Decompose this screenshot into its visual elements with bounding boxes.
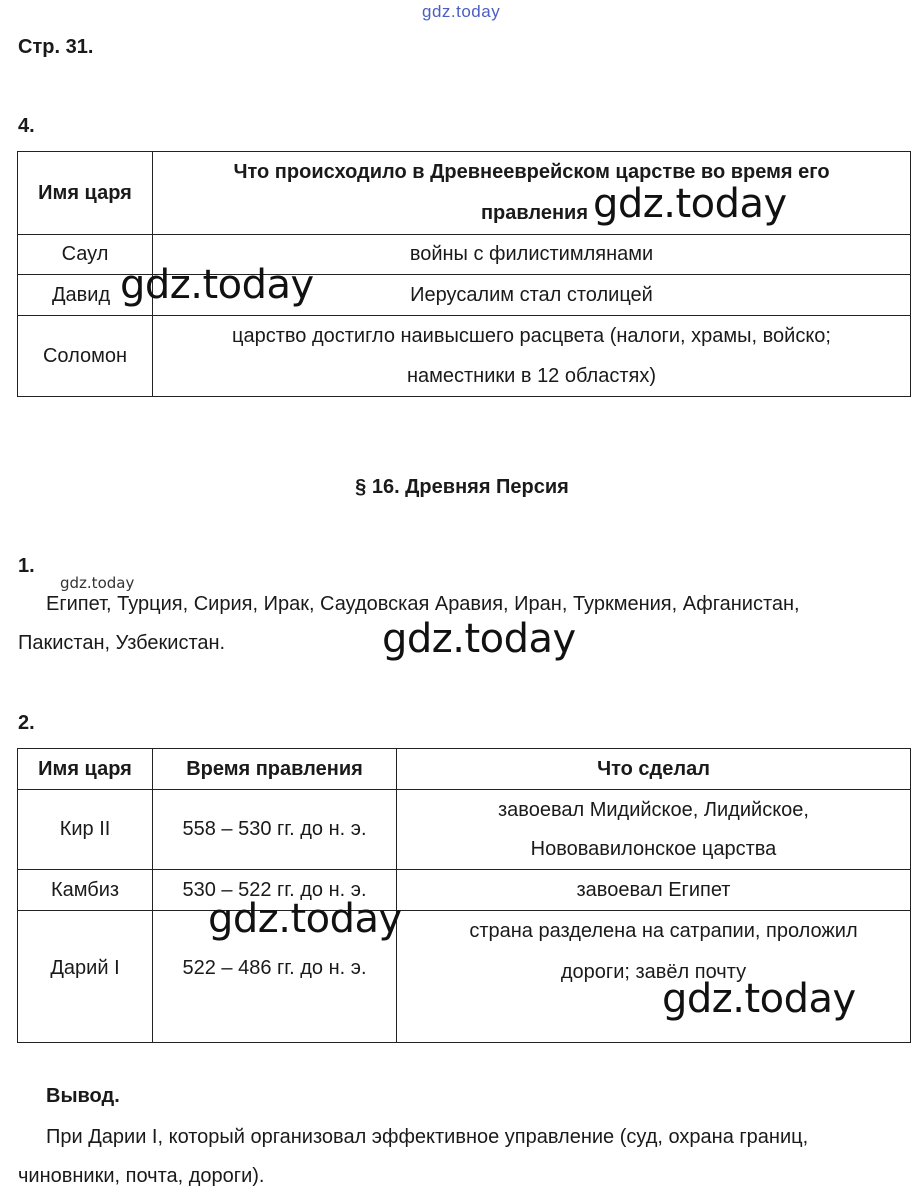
deeds-line2: дороги; завёл почту	[560, 961, 747, 983]
watermark: gdz.today	[208, 896, 402, 942]
header-king-name: Имя царя	[18, 152, 153, 235]
king-name-cell: Кир II	[18, 790, 153, 870]
header-events-line2: правления	[480, 202, 588, 224]
events-cell: Иерусалим стал столицей	[153, 275, 911, 316]
period-cell: 558 – 530 гг. до н. э.	[153, 790, 397, 870]
task4-number: 4.	[18, 115, 35, 137]
table-header-row	[18, 749, 911, 790]
conclusion-title: Вывод.	[46, 1085, 120, 1107]
deeds-line1: завоевал Мидийское, Лидийское,	[498, 798, 809, 821]
king-name-cell: Дарий I	[18, 911, 153, 1043]
events-line1: царство достигло наивысшего расцвета (налоги, храмы, войско;	[232, 325, 831, 347]
deeds-cell	[397, 790, 911, 870]
watermark: gdz.today	[120, 262, 314, 308]
watermark: gdz.today	[593, 181, 787, 227]
table-row	[18, 790, 911, 870]
task2-number: 2.	[18, 712, 35, 734]
conclusion-line1: При Дарии I, который организовал эффективное управление (суд, охрана границ,	[46, 1126, 809, 1148]
table-row	[18, 870, 911, 911]
task1-line2: Пакистан, Узбекистан.	[18, 632, 226, 654]
watermark: gdz.today	[662, 976, 856, 1022]
period-cell: 522 – 486 гг. до н. э.	[153, 911, 397, 1043]
king-name-cell: Саул	[18, 235, 153, 275]
king-name-cell: Камбиз	[18, 870, 153, 911]
section-title: § 16. Древняя Персия	[355, 476, 569, 498]
watermark: gdz.today	[60, 574, 135, 592]
watermark-top: gdz.today	[422, 2, 501, 21]
deeds-line2: Нововавилонское царства	[530, 837, 777, 860]
header-events	[153, 152, 911, 235]
task1-line1: Египет, Турция, Сирия, Ирак, Саудовская Аравия, Иран, Туркмения, Афганистан,	[46, 593, 800, 615]
period-cell: 530 – 522 гг. до н. э.	[153, 870, 397, 911]
events-line2: наместники в 12 областях)	[406, 365, 656, 387]
king-name-cell: Давид	[18, 275, 153, 316]
task1-number: 1.	[18, 555, 35, 577]
header-deeds: Что сделал	[397, 749, 911, 790]
deeds-cell: завоевал Египет	[397, 870, 911, 911]
events-cell: войны с филистимлянами	[153, 235, 911, 275]
header-events-line1: Что происходило в Древнееврейском царстве во время его	[233, 161, 830, 183]
watermark: gdz.today	[382, 616, 576, 662]
header-period: Время правления	[153, 749, 397, 790]
header-king-name: Имя царя	[18, 749, 153, 790]
table-row	[18, 316, 911, 397]
king-name-cell: Соломон	[18, 316, 153, 397]
conclusion-line2: чиновники, почта, дороги).	[18, 1165, 265, 1187]
page-label: Стр. 31.	[18, 36, 94, 58]
deeds-line1: страна разделена на сатрапии, проложил	[469, 920, 858, 942]
events-cell	[153, 316, 911, 397]
